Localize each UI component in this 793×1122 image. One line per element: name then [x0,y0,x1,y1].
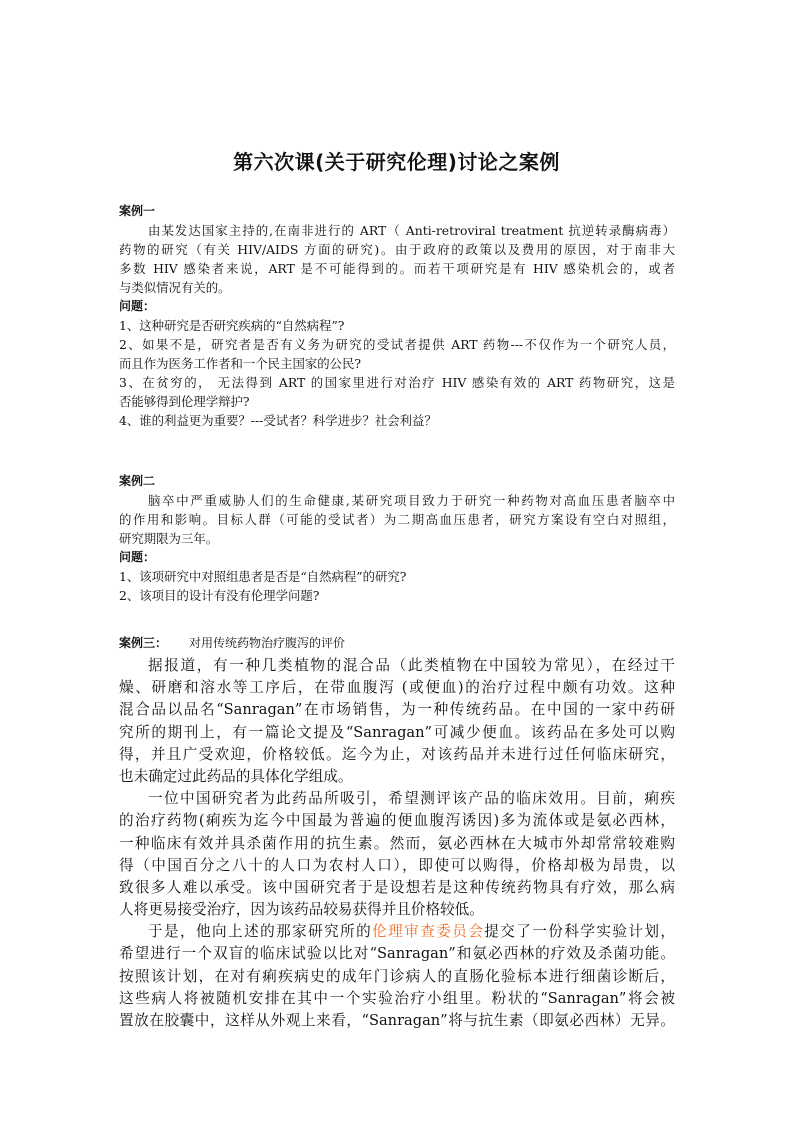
case-3-subtitle: 对用传统药物治疗腹泻的评价 [189,636,346,650]
case-1-question: 1、这种研究是否研究疾病的“自然病程”? [119,318,345,333]
case-3-para-2-line: 一种临床有效并具杀菌作用的抗生素。然而，氨必西林在大城市外却常常较难购 [119,834,675,852]
case-3-section [119,634,675,653]
case-3-para-3-line: 按照该计划，在对有痢疾病史的成年门诊病人的直肠化验标本进行细菌诊断后， [119,967,675,985]
case-2-body-line: 研究期限为三年。 [119,531,219,546]
case-2-question: 2、该项目的设计有没有伦理学问题? [119,588,320,603]
case-3-para-2-line: 人将更易接受治疗，因为该药品较易获得并且价格较低。 [119,901,484,919]
case-3-para-1-line: 燥、研磨和溶水等工序后，在带血腹泻 (或便血)的治疗过程中颇有功效。这种 [119,679,675,697]
case-1-question: 4、谁的利益更为重要？---受试者？科学进步？社会利益？ [119,413,437,428]
case-1-body-line: 药物的研究（有关 HIV/AIDS 方面的研究)。由于政府的政策以及费用的原因，对于南非大 [119,242,675,257]
document-title: 第六次课(关于研究伦理)讨论之案例 [233,150,560,174]
case-3-heading-label: 案例三： [119,636,168,650]
case-3-para-3-line: 置放在胶囊中，这样从外观上来看，“Sanragan”将与抗生素（即氨必西林）无异。 [119,1012,675,1029]
case-2-questions-heading: 问题： [119,550,156,564]
case-2-heading: 案例二 [119,474,156,488]
case-3-para-1-line: 混合品以品名“Sanragan”在市场销售，为一种传统药品。在中国的一家中药研 [119,701,675,719]
case-3-para-1-line: 也未确定过此药品的具体化学组成。 [119,767,353,785]
case-3-para-3-line: 这些病人将被随机安排在其中一个实验治疗小组里。粉状的“Sanragan”将会被 [119,989,675,1007]
case-2-section [119,472,675,605]
case-1-question: 否能够得到伦理学辩护? [119,394,250,409]
case-3-heading [119,634,675,653]
case-2-body-line: 脑卒中严重威胁人们的生命健康,某研究项目致力于研究一种药物对高血压患者脑卒中 [148,493,675,508]
case-1-body-line: 与类似情况有关的。 [119,280,231,295]
case-3-para-2-line: 得（中国百分之八十的人口为农村人口），即使可以购得，价格却极为昂贵，以 [119,856,675,874]
case-1-question: 3、在贫穷的， 无法得到 ART 的国家里进行对治疗 HIV 感染有效的 ART 药物研究，这是 [119,375,675,390]
ethics-committee-highlight: 伦理审查委员会 [372,923,485,941]
case-3-para-3-line: 希望进行一个双盲的临床试验以比对“Sanragan”和氨必西林的疗效及杀菌功能。 [119,945,675,963]
case-2-body-line: 的作用和影响。目标人群（可能的受试者）为二期高血压患者，研究方案设有空白对照组， [119,512,675,527]
case-3-para-2-line: 一位中国研究者为此药品所吸引，希望测评该产品的临床效用。目前，痢疾 [148,790,675,808]
case-3-para-1-line: 得，并且广受欢迎，价格较低。迄今为止，对该药品并未进行过任何临床研究， [119,745,675,763]
case-1-questions-heading: 问题： [119,299,156,313]
case-3-para-2-line: 的治疗药物(痢疾为迄今中国最为普遍的便血腹泻诱因)多为流体或是氨必西林， [119,812,675,830]
case-3-para-1-line: 究所的期刊上，有一篇论文提及“Sanragan”可减少便血。该药品在多处可以购 [119,723,675,741]
case-1-heading: 案例一 [119,204,156,218]
case-3-body [119,655,675,1032]
case-3-para-3-first-line [119,921,675,943]
case-3-para-1-line: 据报道，有一种几类植物的混合品（此类植物在中国较为常见），在经过干 [148,657,675,674]
case-1-question: 2、如果不是，研究者是否有义务为研究的受试者提供 ART 药物---不仅作为一个研究人员， [119,337,675,352]
case-1-body-line: 由某发达国家主持的,在南非进行的 ART（ Anti-retroviral treatment 抗逆转录酶病毒） [148,223,675,238]
case-2-question: 1、该项研究中对照组患者是否是“自然病程”的研究? [119,569,407,584]
case-3-para-3-text: 提交了一份科学实验计划， [484,923,675,941]
case-1-question: 而且作为医务工作者和一个民主国家的公民? [119,356,362,371]
case-3-para-2-line: 致很多人难以承受。该中国研究者于是设想若是这种传统药物具有疗效，那么病 [119,878,675,896]
case-1-body-line: 多数 HIV 感染者来说，ART 是不可能得到的。而若干项研究是有 HIV 感染机会的，或者 [119,261,675,276]
case-3-para-3-text: 于是，他向上述的那家研究所的 [148,923,373,941]
case-1-section [119,202,675,430]
